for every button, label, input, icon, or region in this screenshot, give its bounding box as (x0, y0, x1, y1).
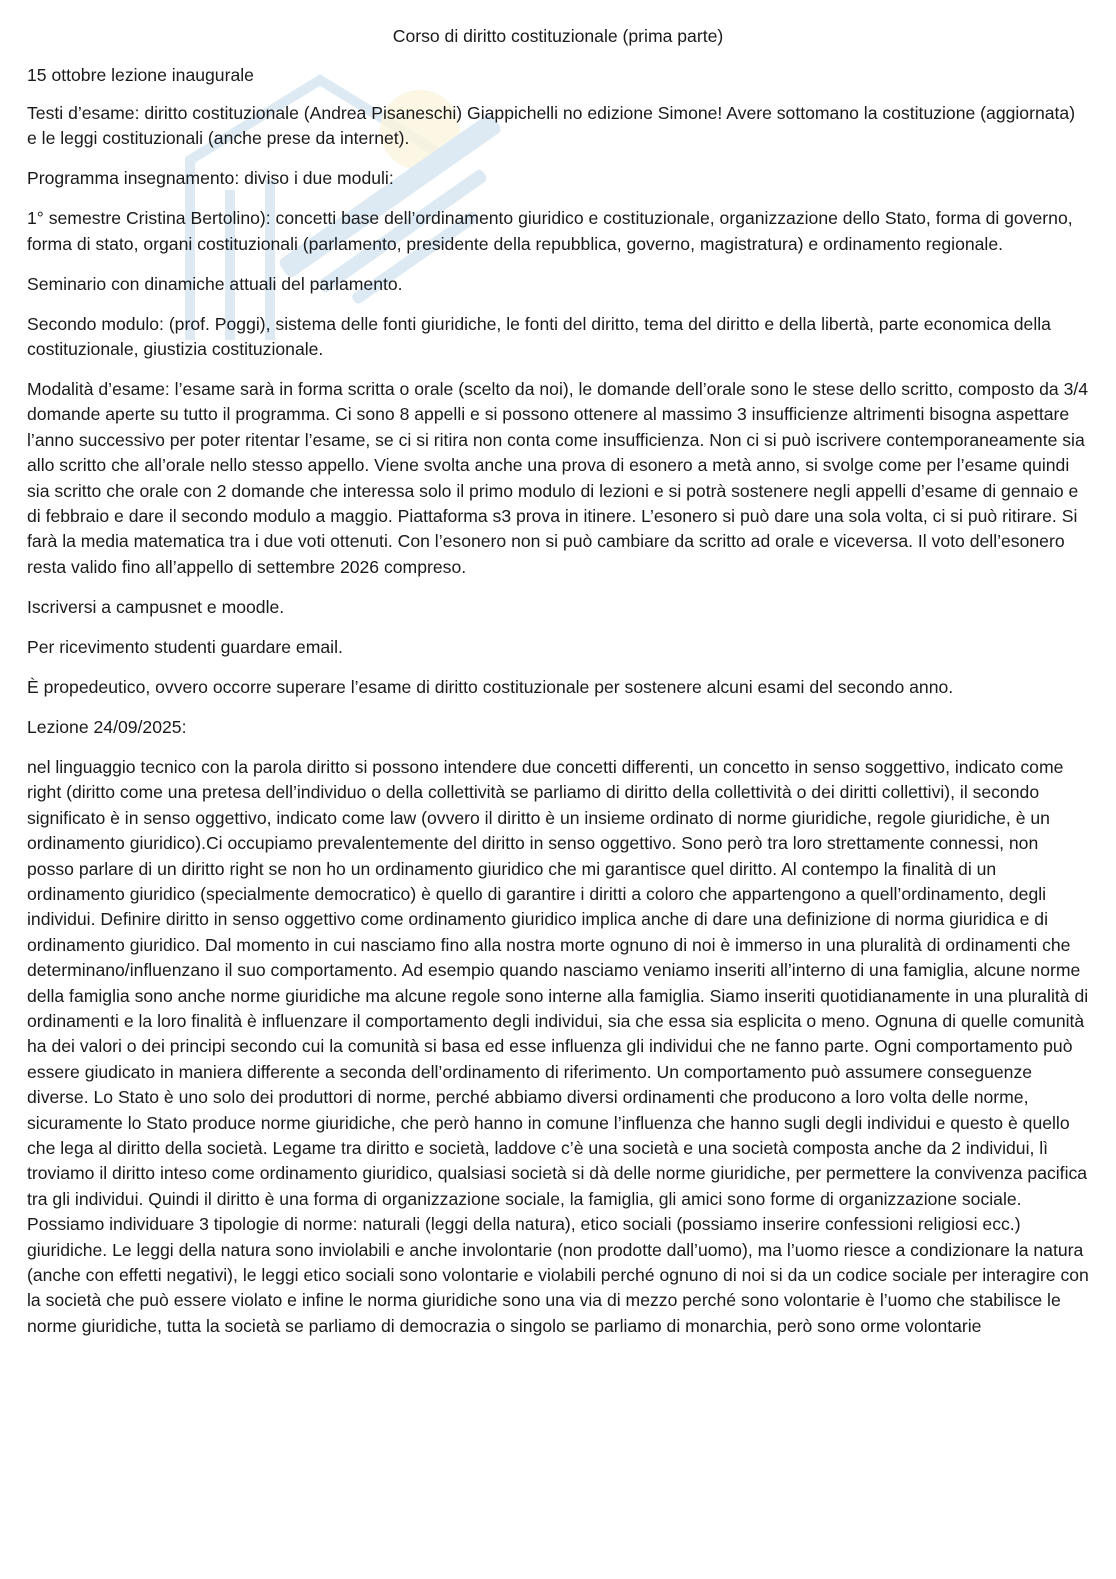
paragraph: Secondo modulo: (prof. Poggi), sistema delle fonti giuridiche, le fonti del diritto, tema del diritto e della libertà, parte economica della costituzionale, giustizia costituzionale. (27, 313, 1051, 360)
paragraph: Iscriversi a campusnet e moodle. (27, 596, 285, 617)
paragraph: nel linguaggio tecnico con la parola diritto si possono intendere due concetti differenti, un concetto in senso soggettivo, indicato come right (diritto come una pretesa dell’individuo o della collettività se parliamo di diritto della collettività o dei diritti collettivi), il secondo significato è in senso oggettivo, indicato come law (ovvero il diritto è un insieme ordinato di norme giuridiche, regole giuridiche, è un ordinamento giuridico).Ci occupiamo prevalentemente del diritto in senso oggettivo. Sono però tra loro strettamente connessi, non posso parlare di un diritto right se non ho un ordinamento giuridico che mi garantisce quel diritto. Al contempo la finalità di un ordinamento giuridico (specialmente democratico) è quello di garantire i diritti a coloro che appartengono a quell’ordinamento, degli individui. Definire diritto in senso oggettivo come ordinamento giuridico implica anche di dare una definizione di norma giuridica e di ordinamento giuridico. Dal momento in cui nasciamo fino alla nostra morte ognuno di noi è immerso in una pluralità di ordinamenti che determinano/influenzano il suo comportamento. Ad esempio quando nasciamo veniamo inseriti all’interno di una famiglia, alcune norme della famiglia sono anche norme giuridiche ma alcune regole sono interne alla famiglia. Siamo inseriti quotidianamente in una pluralità di ordinamenti e la loro finalità è influenzare il comportamento degli individui, sia che essa sia esplicita o meno. Ognuna di quelle comunità ha dei valori o dei principi secondo cui la comunità si basa ed esse influenza gli individui che ne fanno parte. Ogni comportamento può essere giudicato in maniera differente a seconda dell’ordinamento di riferimento. Un comportamento può assumere conseguenze diverse. Lo Stato è uno solo dei produttori di norme, perché abbiamo diversi ordinamenti che producono a loro volta delle norme, sicuramente lo Stato produce norme giuridiche, che però hanno in comune l’influenza che hanno sugli degli individui e questo è quello che lega al diritto della società. Legame tra diritto e società, laddove c’è una società e una società composta anche da 2 individui, lì troviamo il diritto inteso come ordinamento giuridico, qualsiasi società si dà delle norme giuridiche, per permettere la convivenza pacifica tra gli individui. Quindi il diritto è una forma di organizzazione sociale, la famiglia, gli amici sono forme di organizzazione sociale. Possiamo individuare 3 tipologie di norme: naturali (leggi della natura), etico sociali (possiamo inserire confessioni religiosi ecc.) giuridiche. Le leggi della natura sono inviolabili e anche involontarie (non prodotte dall’uomo), ma l’uomo riesce a condizionare la natura (anche con effetti negativi), le leggi etico sociali sono volontarie e violabili perché ognuno di noi si da un codice sociale per interagire con la società che può essere violato e infine le norma giuridiche sono una via di mezzo perché sono volontarie è l’uomo che stabilisce le norme giuridiche, tutta la società se parliamo di democrazia o singolo se parliamo di monarchia, però sono orme volontarie (27, 756, 1089, 1336)
paragraph: Per ricevimento studenti guardare email. (27, 636, 343, 657)
paragraph: 15 ottobre lezione inaugurale (27, 65, 254, 86)
paragraph: Testi d’esame: diritto costituzionale (Andrea Pisaneschi) Giappichelli no edizione Simone! Avere sottomano la costituzione (aggiornata) e le leggi costituzionali (anche prese da internet). (27, 102, 1076, 149)
paragraph: Programma insegnamento: diviso i due moduli: (27, 168, 394, 189)
paragraph: Lezione 24/09/2025: (27, 716, 187, 737)
paragraph: È propedeutico, ovvero occorre superare l’esame di diritto costituzionale per sostenere alcuni esami del secondo anno. (27, 676, 954, 697)
document-body (27, 24, 1089, 1354)
paragraph: Modalità d’esame: l’esame sarà in forma scritta o orale (scelto da noi), le domande dell’orale sono le stese dello scritto, composto da 3/4 domande aperte su tutto il programma. Ci sono 8 appelli e si possono ottenere al massimo 3 insufficienze altrimenti bisogna aspettare l’anno successivo per poter ritentar l’esame, se ci si ritira non conta come insufficienza. Non ci si può iscrivere contemporaneamente sia allo scritto che all’orale nello stesso appello. Viene svolta anche una prova di esonero a metà anno, si svolge come per l’esame quindi sia scritto che orale con 2 domande che interessa solo il primo modulo di lezioni e si potrà sostenere negli appelli d’esame di gennaio e di febbraio e dare il secondo modulo a maggio. Piattaforma s3 prova in itinere. L’esonero si può dare una sola volta, ci si può ritirare. Si farà la media matematica tra i due voti ottenuti. Con l’esonero non si può cambiare da scritto ad orale e viceversa. Il voto dell’esonero resta valido fino all’appello di settembre 2026 compreso. (27, 379, 1089, 577)
document-title: Corso di diritto costituzionale (prima parte) (392, 26, 724, 46)
paragraph: 1° semestre Cristina Bertolino): concetti base dell’ordinamento giuridico e costituzionale, organizzazione dello Stato, forma di governo, forma di stato, organi costituzionali (parlamento, presidente della repubblica, governo, magistratura) e ordinamento regionale. (27, 208, 1073, 254)
paragraph: Seminario con dinamiche attuali del parlamento. (27, 273, 403, 294)
